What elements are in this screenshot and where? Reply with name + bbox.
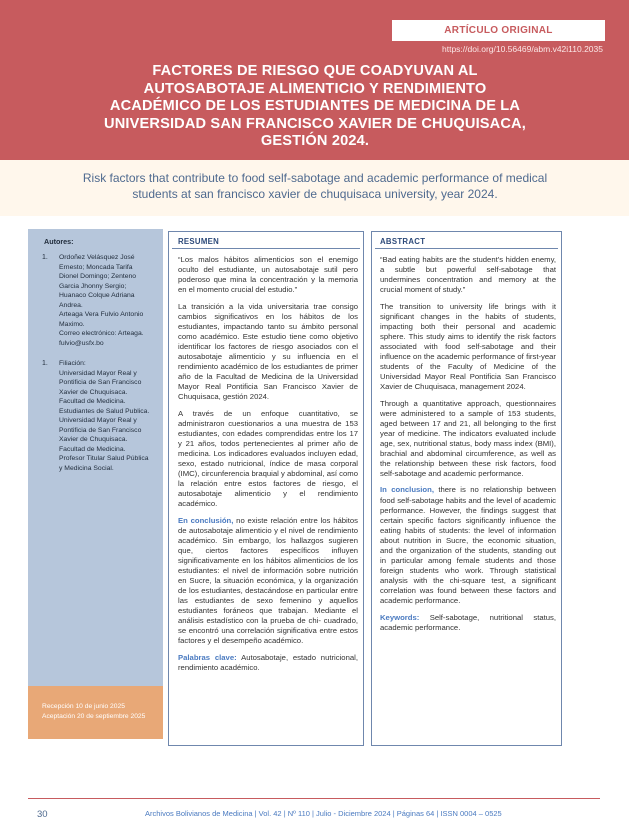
author-line: Ernesto; Moncada Tarifa: [59, 263, 133, 271]
author-line: Dionel Domingo; Zenteno: [59, 273, 137, 280]
subtitle-line: students at san francisco xavier de chuquisaca university, year 2024.: [132, 187, 498, 201]
footer-divider: [28, 798, 600, 799]
keywords-text: Autosabotaje, estado nutricional, rendimiento académico.: [178, 652, 358, 672]
author-line: Correo electrónico: Arteaga.: [59, 330, 144, 337]
title-line: GESTIÓN 2024.: [260, 133, 370, 150]
english-title: [40, 170, 590, 202]
resumen-body: [178, 255, 358, 679]
abstract-quote: “Bad eating habits are the student's hidden enemy, a subtle but powerful self-sabotage that undermines concentration and memory at the crucial moment of study.”: [380, 255, 556, 295]
accepted-date: Aceptación 20 de septiembre 2025: [42, 712, 146, 720]
page-number: 30: [37, 809, 48, 820]
affiliation-list: [59, 359, 159, 473]
affiliation-line: Facultad de Medicina.: [59, 445, 126, 453]
abstract-paragraph: Through a quantitative approach, questionnaires were administered to a sample of 153 students, aged between 17 and 21, all belonging to the first year of medicine. The indicators evaluated include age, sex, nutritional status, body mass index (BMI), brachial and abdominal circumference, as well as the relationship between these risk factors, food self-sabotage and academic performance.: [380, 398, 556, 478]
abstract-heading: ABSTRACT: [380, 237, 426, 246]
conclusion-label: In conclusion,: [380, 485, 434, 495]
abstract-keywords: [380, 613, 556, 633]
affiliation-line: Xavier de Chuquisaca.: [59, 436, 128, 443]
author-line: Arteaga Vera Fulvio Antonio: [59, 311, 144, 318]
affiliation-line: Pontificia de San Francisco: [59, 379, 142, 386]
affiliation-line: Profesor Titular Salud Pública: [59, 455, 149, 462]
doi-link[interactable]: https://doi.org/10.56469/abm.v42i110.2035: [442, 44, 603, 54]
author-line: Ordoñez Velásquez José: [59, 254, 135, 261]
received-date: Recepción 10 de junio 2025: [42, 703, 125, 710]
title-line: FACTORES DE RIESGO QUE COADYUVAN AL: [152, 63, 478, 79]
affiliation-line: Universidad Mayor Real y: [59, 417, 137, 424]
author-list: [59, 253, 159, 348]
keywords-label: Keywords:: [380, 612, 420, 622]
article-title: [30, 63, 600, 151]
affiliation-line: Estudiantes de Salud Publica.: [59, 407, 150, 415]
affiliation-list-number: 1.: [42, 360, 48, 367]
author-list-number: 1.: [42, 254, 48, 261]
title-line: UNIVERSIDAD SAN FRANCISCO XAVIER DE CHUQUISACA,: [104, 115, 526, 132]
keywords-label: Palabras clave:: [178, 652, 237, 662]
abstract-conclusion: [380, 485, 556, 606]
affiliation-line: Pontificia de San Francisco: [59, 426, 142, 434]
affiliation-line: Facultad de Medicina.: [59, 398, 126, 405]
abstract-body: [380, 255, 556, 639]
title-line: ACADÉMICO DE LOS ESTUDIANTES DE MEDICINA DE LA: [109, 98, 521, 115]
submission-dates: [42, 702, 160, 721]
journal-citation: Archivos Bolivianos de Medicina | Vol. 42 | Nº 110 | Julio - Diciembre 2024 | Páginas 64 | ISSN 0004 – 0525: [145, 809, 502, 818]
author-line: Andrea.: [59, 301, 83, 309]
resumen-paragraph: A través de un enfoque cuantitativo, se administraron cuestionarios a una muestra de 153 estudiantes, con edades comprendidas entre los 17 y 21 años, todos pertenecientes al primer año de medicina. Los indicadores evaluados incluyen edad, sexo, estado nutricional, índice de masa corporal (IMC), circunferencia braquial y abdominal, así como la relación entre estos factores de riesgo, el autosabotaje alimenticio y el rendimiento académico.: [178, 408, 358, 509]
conclusion-text: no existe relación entre los hábitos de autosabotaje alimenticio y el nivel de rendimiento académico. Sin embargo, los hallazgos sugieren que, ciertos factores específicos influyen significativamente en los hábitos alimenticios de los estudiantes: el nivel de información sobre nutrición en Sucre, la situación económica, y la organización de los estudiantes, destacándose en particular entre las estudiantes de sexo femenino y aquellos estudiantes foráneos que trabajan. Mediante el análisis estadístico con la prueba de chi- cuadrado, se encontró una correlación significativa entre estos factores y el desempeño académico.: [178, 515, 358, 646]
resumen-keywords: [178, 653, 358, 673]
article-type-badge: ARTÍCULO ORIGINAL: [392, 20, 605, 41]
author-email[interactable]: fulvio@usfx.bo: [59, 339, 104, 347]
keywords-text: Self-sabotage, nutritional status, academic performance.: [380, 612, 556, 632]
author-line: Maximo.: [59, 320, 85, 328]
abstract-divider: [375, 248, 558, 249]
resumen-divider: [172, 248, 360, 249]
author-line: Garcia Jhonny Sergio;: [59, 282, 127, 290]
authors-label: Autores:: [44, 237, 74, 246]
resumen-conclusion: [178, 516, 358, 647]
resumen-quote: “Los malos hábitos alimenticios son el enemigo oculto del estudiante, un autosabotaje sutil pero poderoso que mina la concentración y la memoria en el momento crucial del estudio.”: [178, 255, 358, 295]
affiliation-line: Universidad Mayor Real y: [59, 369, 137, 377]
title-line: AUTOSABOTAJE ALIMENTICIO Y RENDIMIENTO: [143, 80, 487, 97]
resumen-paragraph: La transición a la vida universitaria trae consigo cambios significativos en los hábitos de los estudiantes, impactando tanto su ámbito personal como académico. Este estudio tiene como objetivo identificar los factores de riesgo asociados con el autosabotaje alimenticio y su influencia en el rendimiento académico de los estudiantes de primer año de la Facultad de Medicina de la Universidad Mayor Real Pontificia San Francisco Xavier de Chuquisaca, gestión 2024.: [178, 301, 358, 402]
affiliation-line: Filiación:: [59, 360, 86, 367]
abstract-paragraph: The transition to university life brings with it significant changes in the habits of students, impacting both their personal and academic sphere. This study aims to identify the risk factors associated with food self-sabotage and their influence on the academic performance of first-year students of the Faculty of Medicine of the Universidad Mayor Real Pontificia San Francisco Xavier de Chuquisaca, management 2024.: [380, 301, 556, 392]
conclusion-text: there is no relationship between food self-sabotage habits and the level of academic performance. However, the findings suggest that certain specific factors significantly influence the eating habits of students: the level of information about nutrition in Sucre, the economic situation, and the organization of the students, standing out in particular among female students and those foreign students who work. Through statistical analysis with the chi-square test, a significant correlation was found between these factors and academic performance.: [380, 485, 556, 605]
conclusion-label: En conclusión,: [178, 515, 234, 525]
author-line: Huanaco Colque Adriana: [59, 292, 135, 299]
resumen-heading: RESUMEN: [178, 237, 220, 246]
affiliation-line: y Medicina Social.: [59, 464, 114, 472]
subtitle-line: Risk factors that contribute to food self-sabotage and academic performance of medical: [82, 171, 548, 185]
affiliation-line: Xavier de Chuquisaca.: [59, 388, 128, 396]
